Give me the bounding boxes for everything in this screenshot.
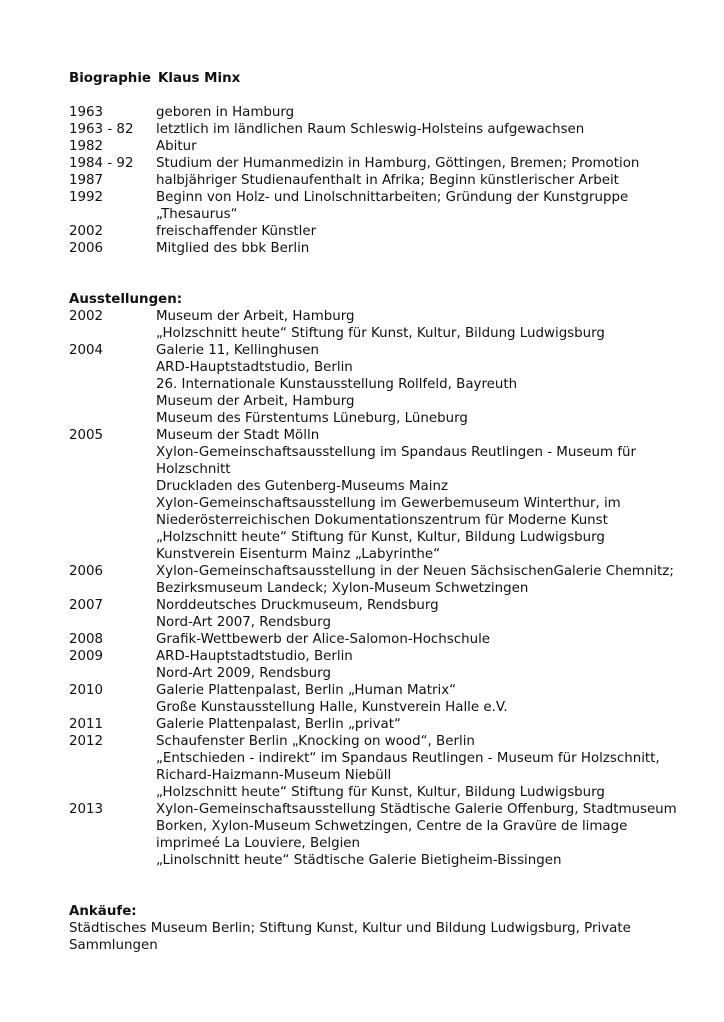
entry-year: 2013 xyxy=(69,802,104,817)
entry-line: freischaffender Künstler xyxy=(156,224,317,239)
acquisitions-line: Sammlungen xyxy=(69,938,158,953)
entry-line: Beginn von Holz- und Linolschnittarbeiten; Gründung der Kunstgruppe xyxy=(156,190,629,205)
entry-text xyxy=(156,427,689,563)
biography-entry xyxy=(69,104,689,121)
entry-line: Xylon-Gemeinschaftsausstellung in der Neuen SächsischenGalerie Chemnitz; xyxy=(156,564,674,579)
entry-text xyxy=(156,240,689,257)
entry-text xyxy=(156,138,689,155)
exhibition-entry xyxy=(69,597,689,631)
exhibition-entry xyxy=(69,682,689,716)
entry-text xyxy=(156,733,689,801)
artist-name: Klaus Minx xyxy=(158,71,241,86)
entry-line: ARD-Hauptstadtstudio, Berlin xyxy=(156,360,353,375)
entry-text xyxy=(156,597,689,631)
entry-line: Studium der Humanmedizin in Hamburg, Göttingen, Bremen; Promotion xyxy=(156,156,640,171)
entry-line: „Holzschnitt heute“ Stiftung für Kunst, Kultur, Bildung Ludwigsburg xyxy=(156,530,605,545)
entry-line: ARD-Hauptstadtstudio, Berlin xyxy=(156,649,353,664)
entry-year: 2002 xyxy=(69,309,104,324)
entry-line: Museum des Fürstentums Lüneburg, Lüneburg xyxy=(156,411,468,426)
entry-line: Museum der Arbeit, Hamburg xyxy=(156,309,355,324)
entry-line: Museum der Stadt Mölln xyxy=(156,428,320,443)
entry-line: „Holzschnitt heute“ Stiftung für Kunst, Kultur, Bildung Ludwigsburg xyxy=(156,785,605,800)
biography-entry xyxy=(69,121,689,138)
entry-line: Grafik-Wettbewerb der Alice-Salomon-Hochschule xyxy=(156,632,491,647)
entry-text xyxy=(156,342,689,427)
biography-list xyxy=(69,104,689,257)
entry-text xyxy=(156,801,689,869)
biography-entry xyxy=(69,240,689,257)
entry-year: 2002 xyxy=(69,224,104,239)
entry-line: Abitur xyxy=(156,139,197,154)
entry-line: imprimeé La Louviere, Belgien xyxy=(156,836,361,851)
entry-line: Xylon-Gemeinschaftsausstellung im Gewerbemuseum Winterthur, im xyxy=(156,496,621,511)
entry-text xyxy=(156,648,689,682)
entry-text xyxy=(156,563,689,597)
entry-line: Xylon-Gemeinschaftsausstellung im Spandaus Reutlingen - Museum für xyxy=(156,445,637,460)
entry-line: Holzschnitt xyxy=(156,462,231,477)
biography-entry xyxy=(69,138,689,155)
acquisitions-section xyxy=(69,903,689,954)
entry-text xyxy=(156,308,689,342)
document-page xyxy=(69,70,689,954)
exhibition-entry xyxy=(69,631,689,648)
exhibitions-list xyxy=(69,308,689,869)
entry-text xyxy=(156,104,689,121)
biography-entry xyxy=(69,189,689,223)
heading-title: Biographie xyxy=(69,71,152,86)
entry-line: Nord-Art 2007, Rendsburg xyxy=(156,615,331,630)
entry-line: Kunstverein Eisenturm Mainz „Labyrinthe“ xyxy=(156,547,441,562)
entry-line: Museum der Arbeit, Hamburg xyxy=(156,394,355,409)
entry-text xyxy=(156,631,689,648)
exhibition-entry xyxy=(69,308,689,342)
entry-year: 1963 - 82 xyxy=(69,122,134,137)
entry-line: Druckladen des Gutenberg-Museums Mainz xyxy=(156,479,448,494)
entry-line: „Entschieden - indirekt“ im Spandaus Reutlingen - Museum für Holzschnitt, xyxy=(156,751,660,766)
entry-line: „Holzschnitt heute“ Stiftung für Kunst, Kultur, Bildung Ludwigsburg xyxy=(156,326,605,341)
biography-entry xyxy=(69,155,689,172)
entry-line: Niederösterreichischen Dokumentationszentrum für Moderne Kunst xyxy=(156,513,608,528)
entry-line: letztlich im ländlichen Raum Schleswig-Holsteins aufgewachsen xyxy=(156,122,585,137)
entry-text xyxy=(156,155,689,172)
entry-line: Große Kunstausstellung Halle, Kunstverein Halle e.V. xyxy=(156,700,508,715)
entry-text xyxy=(156,682,689,716)
entry-year: 1987 xyxy=(69,173,104,188)
document-heading xyxy=(69,70,689,87)
entry-line: 26. Internationale Kunstausstellung Rollfeld, Bayreuth xyxy=(156,377,518,392)
biography-entry xyxy=(69,172,689,189)
entry-year: 2011 xyxy=(69,717,104,732)
entry-line: Xylon-Gemeinschaftsausstellung Städtische Galerie Offenburg, Stadtmuseum xyxy=(156,802,677,817)
entry-year: 2006 xyxy=(69,241,104,256)
acquisitions-title: Ankäufe: xyxy=(69,904,137,919)
entry-line: „Thesaurus“ xyxy=(156,207,238,222)
exhibition-entry xyxy=(69,427,689,563)
entry-year: 1982 xyxy=(69,139,104,154)
exhibition-entry xyxy=(69,563,689,597)
entry-line: Borken, Xylon-Museum Schwetzingen, Centre de la Gravüre de limage xyxy=(156,819,628,834)
exhibition-entry xyxy=(69,716,689,733)
acquisitions-line: Städtisches Museum Berlin; Stiftung Kunst, Kultur und Bildung Ludwigsburg, Private xyxy=(69,921,631,936)
acquisitions-text xyxy=(69,920,689,954)
exhibition-entry xyxy=(69,648,689,682)
entry-year: 2004 xyxy=(69,343,104,358)
entry-year: 2005 xyxy=(69,428,104,443)
exhibition-entry xyxy=(69,801,689,869)
entry-year: 1984 - 92 xyxy=(69,156,134,171)
entry-line: Schaufenster Berlin „Knocking on wood“, Berlin xyxy=(156,734,475,749)
entry-line: Norddeutsches Druckmuseum, Rendsburg xyxy=(156,598,439,613)
exhibition-entry xyxy=(69,342,689,427)
entry-year: 2012 xyxy=(69,734,104,749)
entry-text xyxy=(156,189,689,223)
entry-line: Bezirksmuseum Landeck; Xylon-Museum Schwetzingen xyxy=(156,581,529,596)
entry-line: Nord-Art 2009, Rendsburg xyxy=(156,666,331,681)
entry-year: 2009 xyxy=(69,649,104,664)
entry-line: Galerie Plattenpalast, Berlin „privat“ xyxy=(156,717,401,732)
entry-line: Galerie 11, Kellinghusen xyxy=(156,343,319,358)
exhibition-entry xyxy=(69,733,689,801)
biography-entry xyxy=(69,223,689,240)
entry-line: halbjähriger Studienaufenthalt in Afrika; Beginn künstlerischer Arbeit xyxy=(156,173,619,188)
entry-text xyxy=(156,121,689,138)
entry-line: „Linolschnitt heute“ Städtische Galerie Bietigheim-Bissingen xyxy=(156,853,562,868)
entry-year: 2006 xyxy=(69,564,104,579)
entry-year: 2010 xyxy=(69,683,104,698)
entry-text xyxy=(156,716,689,733)
entry-line: Mitglied des bbk Berlin xyxy=(156,241,310,256)
entry-year: 2007 xyxy=(69,598,104,613)
entry-year: 2008 xyxy=(69,632,104,647)
entry-year: 1992 xyxy=(69,190,104,205)
entry-year: 1963 xyxy=(69,105,104,120)
entry-line: Richard-Haizmann-Museum Niebüll xyxy=(156,768,392,783)
entry-line: geboren in Hamburg xyxy=(156,105,295,120)
exhibitions-title: Ausstellungen: xyxy=(69,292,183,307)
entry-text xyxy=(156,223,689,240)
exhibitions-section xyxy=(69,291,689,869)
entry-text xyxy=(156,172,689,189)
entry-line: Galerie Plattenpalast, Berlin „Human Matrix“ xyxy=(156,683,457,698)
